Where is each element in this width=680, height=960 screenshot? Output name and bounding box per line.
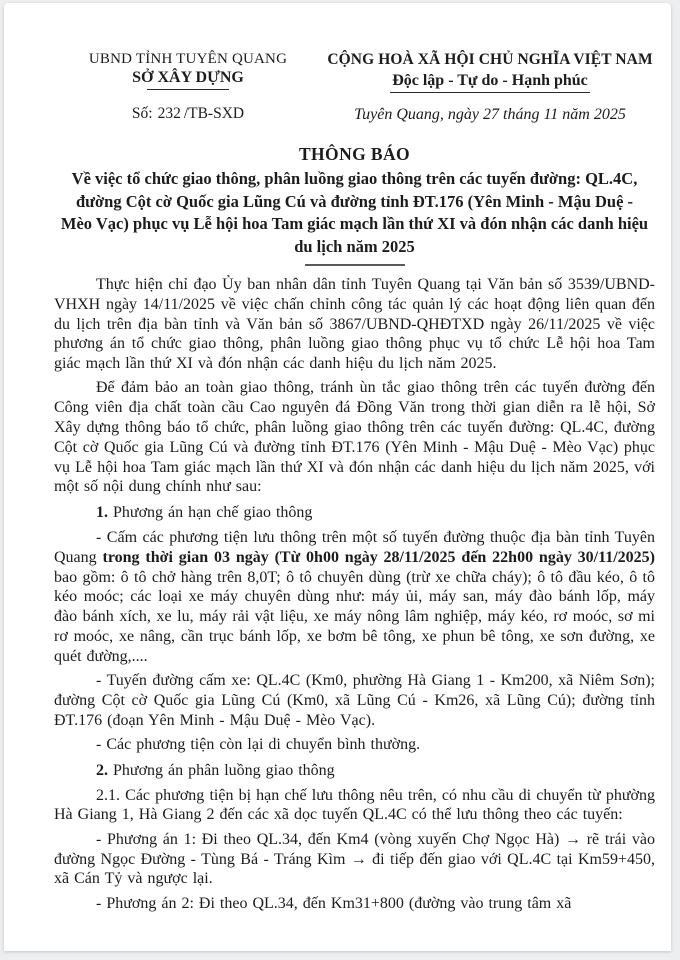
paragraph	[54, 275, 655, 374]
title-separator	[305, 264, 405, 266]
text-run: Thực hiện chỉ đạo Ủy ban nhân dân tỉnh Tuyên Quang tại Văn bản số 3539/UBND-VHXH ngày 14/11/2025 về việc chấn chỉnh công tác quản lý các hoạt động liên quan đến du lịch trên địa bàn tỉnh và Văn bản số 3867/UBND-QHĐTXD ngày 26/11/2025 về việc phương án tổ chức giao thông, phân luồng giao thông phục vụ tổ chức Lễ hội hoa Tam giác mạch lần thứ XI và đón nhận các danh hiệu du lịch năm 2025.	[54, 276, 655, 373]
text-run: - Phương án 2: Đi theo QL.34, đến Km31+800 (đường vào trung tâm xã	[96, 894, 572, 912]
document-number-suffix: /TB-SXD	[183, 105, 245, 122]
paragraph	[54, 830, 655, 889]
bold-text-run: 1.	[96, 504, 113, 522]
national-motto: Độc lập - Tự do - Hạnh phúc	[390, 72, 590, 93]
paragraph	[54, 528, 655, 667]
agency-name-underline	[147, 89, 230, 90]
paragraph	[54, 894, 655, 914]
national-title: CỘNG HOÀ XÃ HỘI CHỦ NGHĨA VIỆT NAM	[327, 51, 653, 68]
national-heading-block	[325, 51, 655, 124]
letterhead	[54, 51, 655, 124]
paragraph	[54, 786, 655, 826]
paragraph	[54, 735, 655, 755]
section-heading	[54, 503, 655, 523]
document-number-label: Số:	[131, 105, 153, 122]
agency-name: SỞ XÂY DỰNG	[132, 69, 244, 90]
text-run: bao gồm: ô tô chở hàng trên 8,0T; ô tô chuyên dùng (trừ xe chữa cháy); ô tô đầu kéo, ô tô kéo moóc; các loại xe máy chuyên dùng như: máy ủi, máy san, máy đào bánh lốp, máy đào bánh xích, xe lu, máy rải vật liệu, xe máy nông lâm nghiệp, máy kéo, rơ moóc, sơ mi rơ moóc, xe nâng, cần trục bánh lốp, xe bơm bê tông, xe phun bê tông, xe sơn đường, xe quét đường,....	[54, 568, 655, 665]
section-heading	[54, 761, 655, 781]
text-run: - Phương án 1: Đi theo QL.34, đến Km4 (vòng xuyến Chợ Ngọc Hà) → rẽ trái vào đường Ngọc Đường - Tùng Bá - Tráng Kìm → đi tiếp đến giao với QL.4C tại Km59+450, xã Cán Tỷ và ngược lại.	[54, 830, 655, 888]
paragraph	[54, 378, 655, 497]
bold-text-run: 2.	[96, 761, 113, 779]
document-type-title: THÔNG BÁO	[298, 144, 411, 164]
document-number	[54, 105, 322, 123]
text-run: - Tuyến đường cấm xe: QL.4C (Km0, phường Hà Giang 1 - Km200, xã Niêm Sơn); đường Cột cờ Quốc gia Lũng Cú (Km0, xã Lũng Cú - Km26, xã Lũng Cú); đường tỉnh ĐT.176 (đoạn Yên Minh - Mậu Duệ - Mèo Vạc).	[54, 672, 655, 729]
document-body	[54, 275, 655, 913]
title-block	[54, 144, 655, 266]
text-run: Để đảm bảo an toàn giao thông, tránh ùn tắc giao thông trên các tuyến đường đến Công viên địa chất toàn cầu Cao nguyên đá Đồng Văn trong thời gian diễn ra lễ hội, Sở Xây dựng thông báo tổ chức, phân luồng giao thông trên các tuyến đường: QL.4C, đường Cột cờ Quốc gia Lũng Cú và đường tỉnh ĐT.176 (Yên Minh - Mậu Duệ - Mèo Vạc) phục vụ Lễ hội hoa Tam giác mạch lần thứ XI và đón nhận các danh hiệu du lịch năm 2025, với một số nội dung chính như sau:	[54, 379, 655, 496]
paragraph	[54, 671, 655, 730]
document-page	[4, 3, 671, 951]
text-run: - Các phương tiện còn lại di chuyển bình thường.	[96, 736, 421, 754]
text-run: - Cấm các phương tiện lưu thông trên một số tuyến đường thuộc địa bàn tỉnh Tuyên Quang	[54, 529, 655, 566]
text-run: Phương án phân luồng giao thông	[113, 761, 335, 779]
issuing-agency-block	[54, 51, 322, 123]
document-number-value: 232	[157, 105, 181, 122]
text-run: Phương án hạn chế giao thông	[113, 504, 313, 522]
place-and-date: Tuyên Quang, ngày 27 tháng 11 năm 2025	[354, 106, 626, 123]
agency-parent-name: UBND TỈNH TUYÊN QUANG	[88, 51, 288, 67]
document-subject: Về việc tổ chức giao thông, phân luồng giao thông trên các tuyến đường: QL.4C, đường Cột cờ Quốc gia Lũng Cú và đường tỉnh ĐT.176 (Yên Minh - Mậu Duệ - Mèo Vạc) phục vụ Lễ hội hoa Tam giác mạch lần thứ XI và đón nhận các danh hiệu du lịch năm 2025	[60, 169, 649, 256]
bold-text-run: trong thời gian 03 ngày (Từ 0h00 ngày 28/11/2025 đến 22h00 ngày 30/11/2025)	[102, 548, 656, 566]
text-run: 2.1. Các phương tiện bị hạn chế lưu thông nêu trên, có nhu cầu di chuyển từ phường Hà Giang 1, Hà Giang 2 đến các xã dọc tuyến QL.4C có thể lưu thông theo các tuyến:	[54, 786, 655, 824]
